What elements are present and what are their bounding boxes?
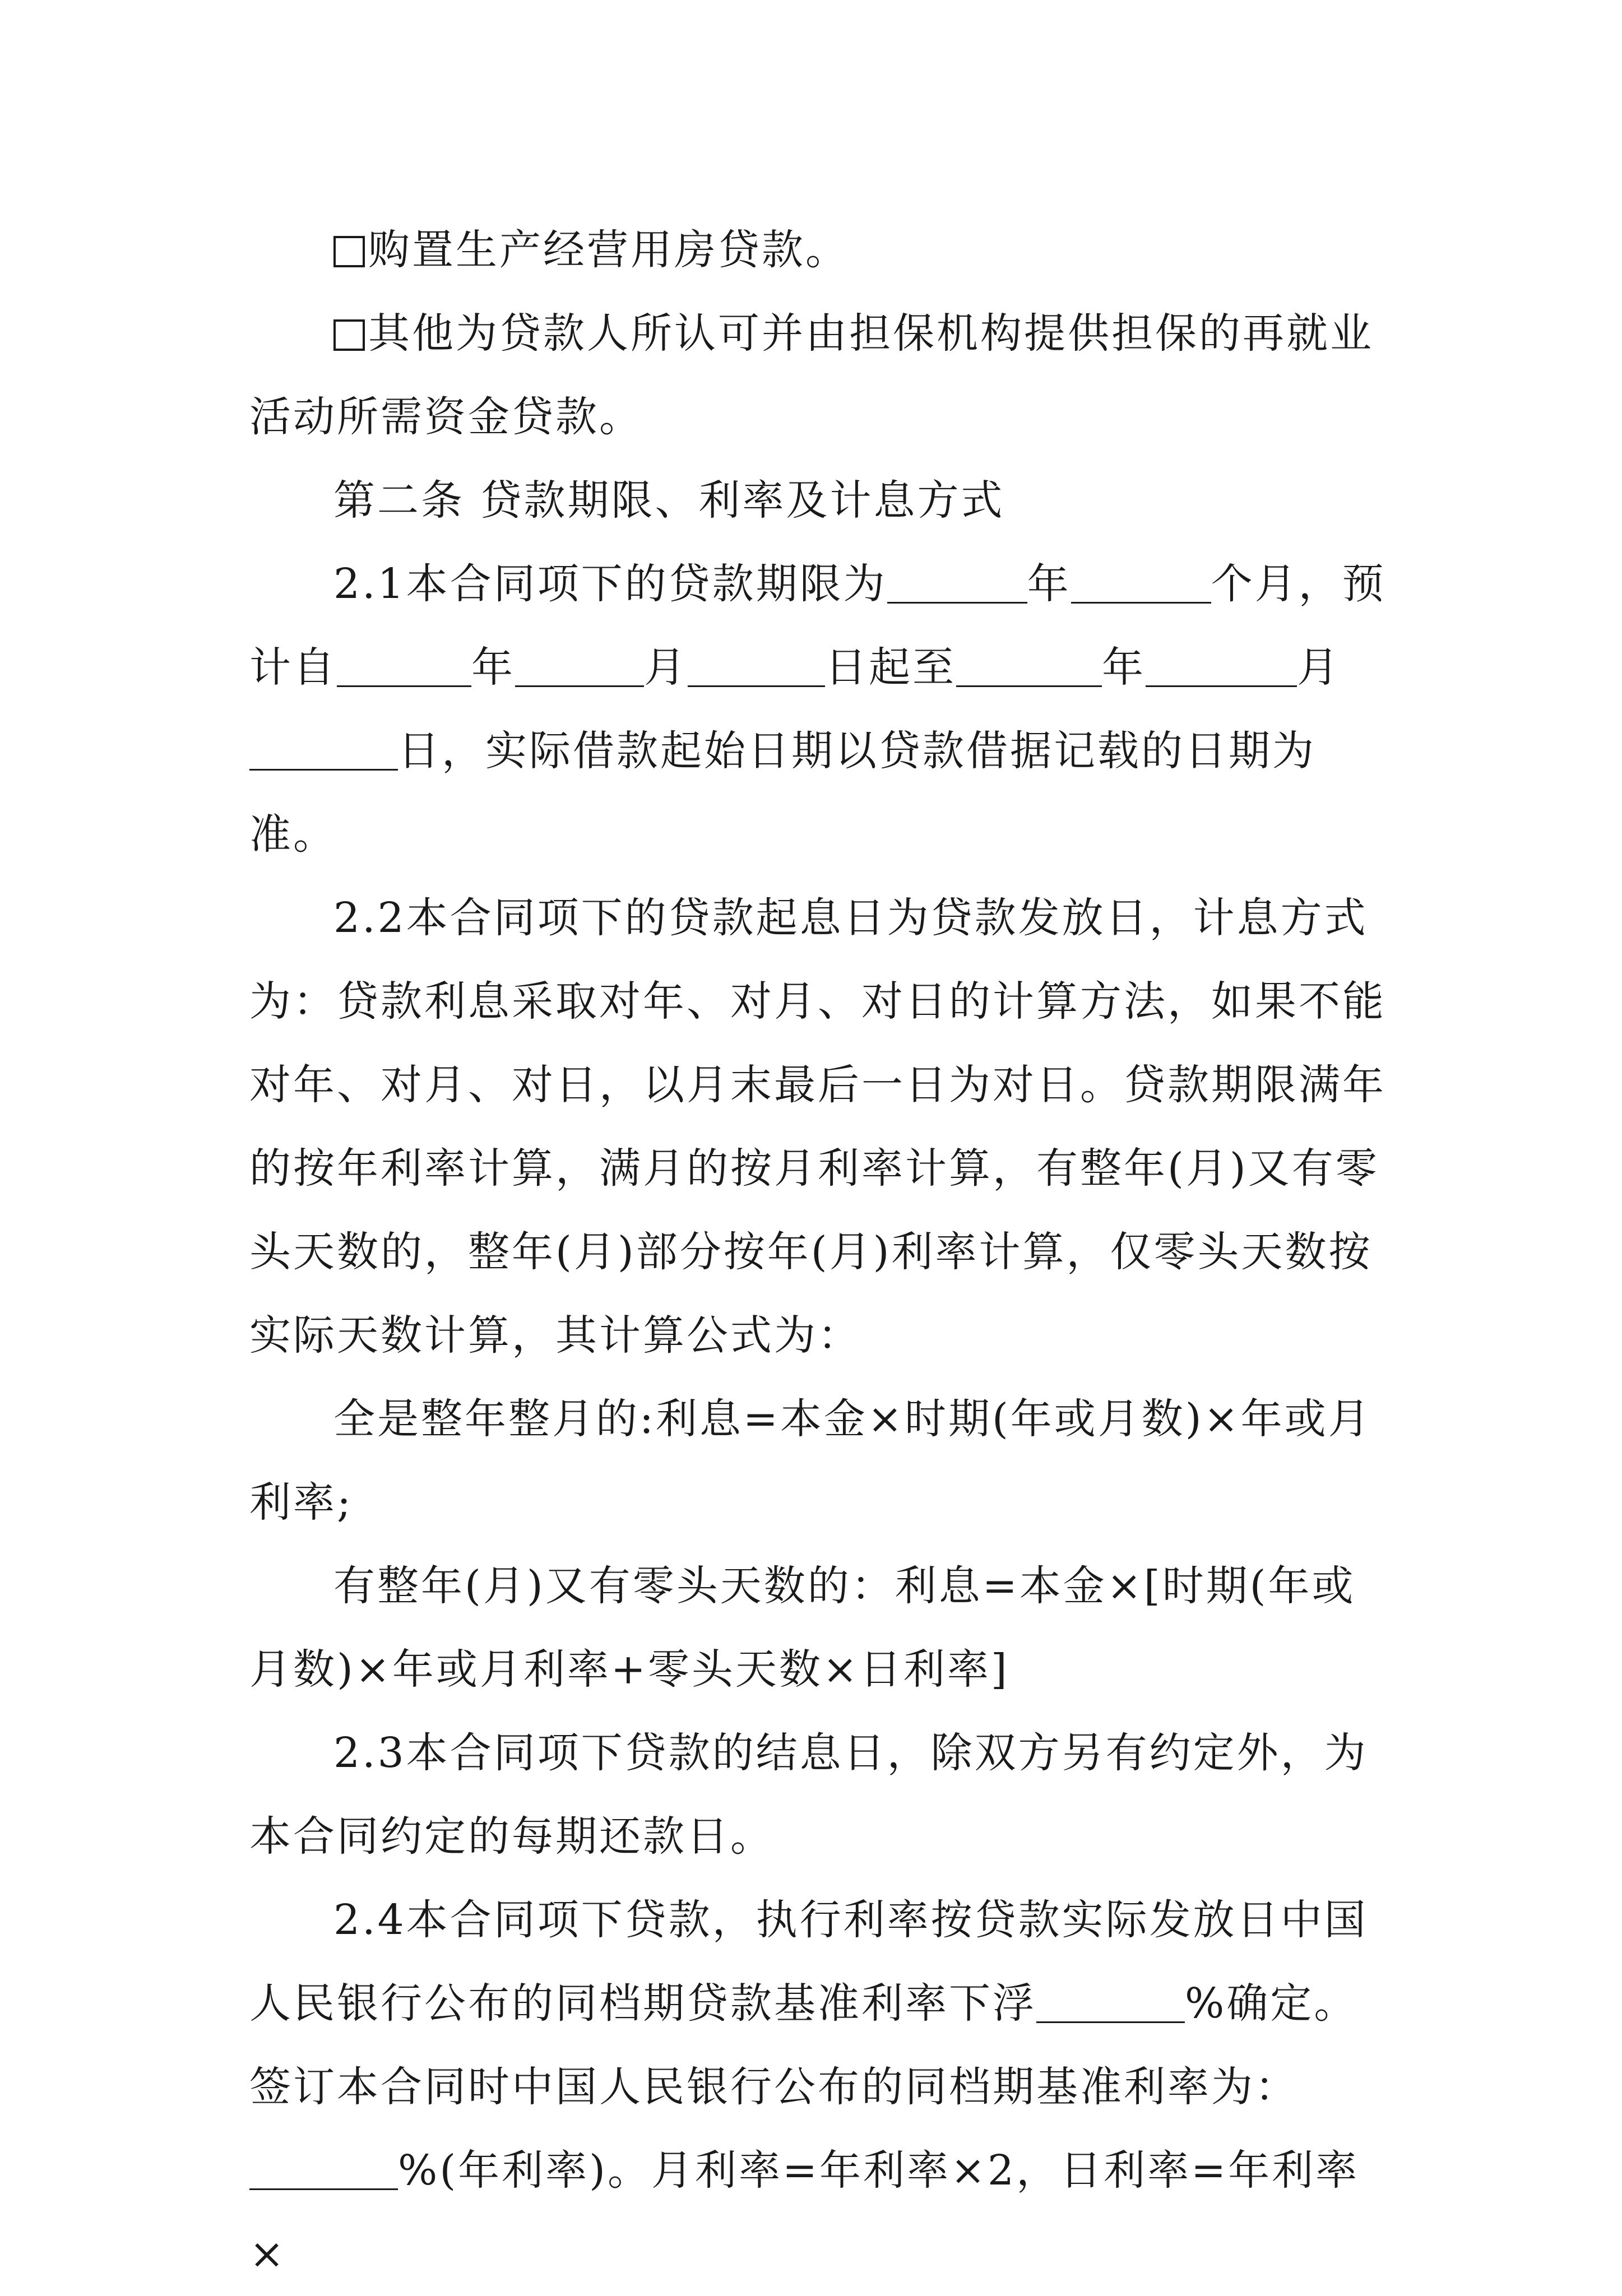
clause-text: 日起至 (825, 643, 956, 692)
blank-field[interactable] (887, 567, 1027, 604)
clause-text: 2.1本合同项下的贷款期限为 (333, 560, 887, 608)
clause-2-2: 2.2本合同项下的贷款起息日为贷款发放日，计息方式为：贷款利息采取对年、对月、对日的计算方法，如果不能对年、对月、对日，以月末最后一日为对日。贷款期限满年的按年利率计算，满月的按月利率计算，有整年(月)又有零头天数的，整年(月)部分按年(月)利率计算，仅零头天数按实际天数计算，其计算公式为： (249, 894, 1386, 1360)
document-body (249, 208, 1387, 2296)
clause-text: 年 (471, 643, 515, 692)
clause-text: 月 (1297, 643, 1341, 692)
section-heading: 第二条 贷款期限、利率及计息方式 (333, 476, 1005, 525)
formula-with-odd-days: 有整年(月)又有零头天数的：利息=本金×[时期(年或月数)×年或月利率+零头天数×日利率] (249, 1562, 1356, 1694)
clause-2-4 (249, 1878, 1387, 2296)
blank-field[interactable] (1146, 651, 1297, 687)
blank-field[interactable] (1036, 1987, 1185, 2023)
clause-text: 个月，预计自 (249, 560, 1386, 692)
blank-field[interactable] (956, 651, 1102, 687)
clause-text: 年 (1102, 643, 1146, 692)
clause-2-1 (249, 542, 1387, 876)
option-item-premises-loan (249, 208, 1387, 292)
clause-text: 日，实际借款起始日期以贷款借据记载的日期为准。 (249, 727, 1316, 859)
clause-2-3: 2.3本合同项下贷款的结息日，除双方另有约定外，为本合同约定的每期还款日。 (249, 1729, 1368, 1861)
option-item-other-loan (249, 292, 1387, 459)
clause-text: 2.4本合同项下贷款，执行利率按贷款实际发放日中国人民银行公布的同档期贷款基准利率下浮 (249, 1896, 1368, 2028)
option-label: 购置生产经营用房贷款。 (368, 226, 849, 274)
blank-field[interactable] (515, 651, 644, 687)
formula-whole-period: 全是整年整月的:利息=本金×时期(年或月数)×年或月利率; (249, 1395, 1372, 1527)
option-label: 其他为贷款人所认可并由担保机构提供担保的再就业活动所需资金贷款。 (249, 309, 1374, 441)
blank-field[interactable] (688, 651, 825, 687)
blank-field[interactable] (1071, 567, 1211, 604)
checkbox-icon[interactable] (333, 319, 365, 351)
clause-text: %(年利率)。月利率=年利率×2，日利率=年利率× (249, 2146, 1360, 2278)
checkbox-icon[interactable] (333, 236, 365, 267)
clause-text: %确定。签订本合同时中国人民银行公布的同档期基准利率为： (249, 1979, 1358, 2111)
blank-field[interactable] (337, 651, 471, 687)
blank-field[interactable] (249, 734, 398, 771)
clause-text: 月 (644, 643, 688, 692)
clause-text: 年 (1027, 560, 1071, 608)
blank-field[interactable] (249, 2154, 398, 2190)
